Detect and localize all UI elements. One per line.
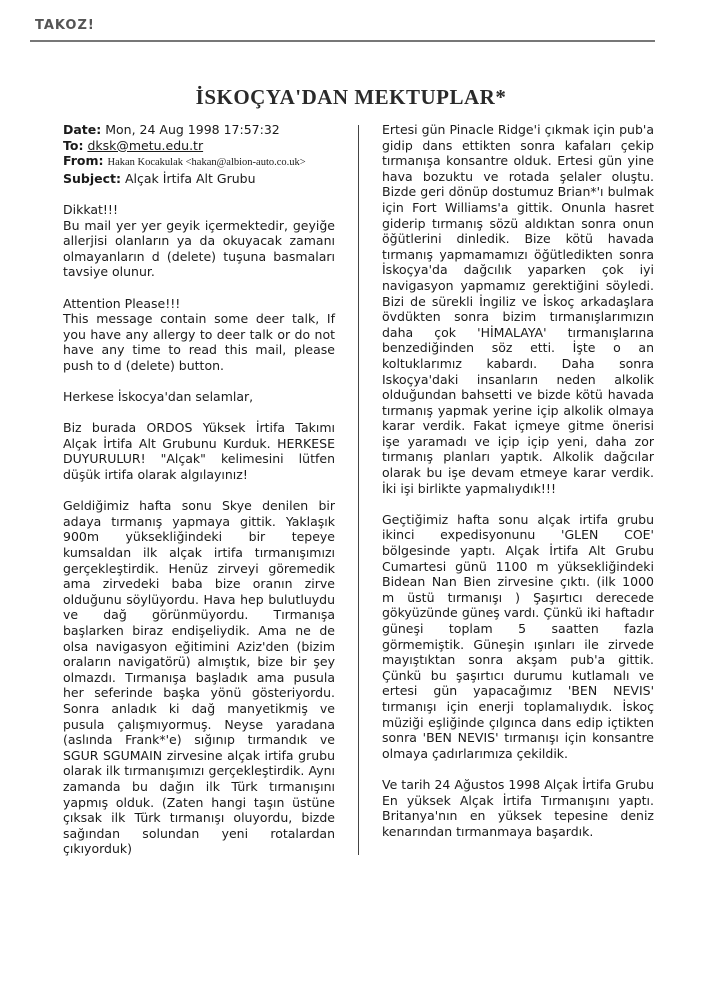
email-date-label: Date: <box>63 122 102 137</box>
email-date-line <box>63 122 335 138</box>
email-to-line <box>63 138 335 154</box>
article-title: İSKOÇYA'DAN MEKTUPLAR* <box>195 85 507 109</box>
body-paragraph: Ertesi gün Pinacle Ridge'i çıkmak için pub'a gidip dans ettikten sonra kafaları çekip tırmanışa konsantre olduk. Ertesi gün yine hava bozuktu ve rotada şelaler oluştu. Bizde geri dönüp dostumuz Brian*'ı bulmak için Fort Williams'a gittik. Onunla hasret giderip tırmanış sözü aldıktan sonra onun öğütlerini dinledik. Bize kötü havada tırmanış yapmamamızı öğütledikten sonra İskoçya'da dağcılık yaparken çok iyi navigasyon yapmamız gerektiğini söyledi. Bizi de sürekli İngiliz ve İskoç arkadaşlara övdükten sonra bizim tırmanışlarımızın daha çok 'HİMALAYA' tırmanışlarına benzediğinden söz etti. İşte o an koltuklarımız kabardı. Daha sonra Iskoçya'daki insanların neden alkolik olduğundan bahsetti ve bizde kötü havada tırmanış yapmak yerine içip alkolik olmaya karar verdik. Fakat içmeye gitme önerisi işe yaramadı ve içip içip yeni, daha zor tırmanış planları yaptık. Alkolik dağcılar olarak bu işe devam etmeye karar verdik. İki işi birlikte yapmalıydık!!! <box>382 122 654 496</box>
column-divider <box>358 125 359 855</box>
email-subject-label: Subject: <box>63 170 121 186</box>
email-from-label: From: <box>63 153 104 169</box>
email-from-address: Hakan Kocakulak <hakan@albion-auto.co.uk> <box>107 157 306 169</box>
email-date: Mon, 24 Aug 1998 17:57:32 <box>105 122 280 137</box>
email-subject: Alçak İrtifa Alt Grubu <box>124 170 256 186</box>
right-column <box>382 122 654 855</box>
email-header <box>63 122 335 186</box>
email-to-address[interactable]: dksk@metu.edu.tr <box>87 137 204 153</box>
right-body <box>382 122 654 839</box>
email-to-label: To: <box>63 137 84 153</box>
body-paragraph: Geçtiğimiz hafta sonu alçak irtifa grubu ikinci expedisyonunu 'GLEN COE' bölgesinde yaptı. Alçak İrtifa Alt Grubu Cumartesi günü 1100 m yüksekliğindeki Bidean Nan Bien zirvesine çıktı. (ilk 1000 m üstü tırmanışı ) Şaşırtıcı derecede gökyüzünde güneş vardı. Çünkü iki haftadır güneşi toplam 5 saatten fazla görmemiştik. Güneşin ışınları ile zirvede mayıştıktan sonra akşam pub'a gittik. Çünkü bu şaşırtıcı durumu kutlamalı ve ertesi gün yapacağımız 'BEN NEVIS' tırmanışı için enerji toplamalıydık. İskoç müziği eşliğinde çılgınca dans edip içtikten sonra 'BEN NEVIS' tırmanışı için konsantre olmaya çadırlarımıza çekildik. <box>382 511 654 761</box>
body-paragraph: Herkese İskocya'dan selamlar, <box>63 389 254 405</box>
header-rule <box>30 40 655 42</box>
body-paragraph: Biz burada ORDOS Yüksek İrtifa Takımı Alçak İrtifa Alt Grubunu Kurduk. HERKESE DUYURULUR! "Alçak" kelimesini lütfen düşük irtifa olarak algılayınız! <box>63 420 335 483</box>
body-paragraph: Attention Please!!! This message contain some deer talk, If you have any allergy to deer talk or do not have any time to read this mail, please push to d (delete) button. <box>63 295 335 373</box>
email-from-line <box>63 153 335 171</box>
left-body <box>63 202 335 857</box>
body-paragraph: Geldiğimiz hafta sonu Skye denilen bir adaya tırmanış yapmaya gittik. Yaklaşık 900m yüksekliğindeki bir tepeye kumsaldan ilk alçak irtifa tırmanışımızı gerçekleştirdik. Henüz zirveyi göremedik ama zirvedeki baba bize oranın zirve olduğunu söylüyordu. Hava hep bulutluydu ve dağ görünmüyordu. Tırmanışa başlarken biraz endişeliydik. Ama ne de olsa navigasyon eğitimini Aziz'den (bizim oraların navigatörü) almıştık, bize bir şey olmazdı. Tırmanışa başladık ama pusula her seferinde başka yönü gösteriyordu. Sonra anladık ki dağ manyetikmiş ve pusula çalışmıyormuş. Neyse yaradana (aslında Frank*'e) sığınıp tırmandık ve SGUR SGUMAIN zirvesine alçak irtifa grubu olarak ilk tırmanışımızı gerçekleştirdik. Aynı zamanda bu dağın ilk Türk tırmanışını yapmış olduk. (Zaten hangi taşın üstüne çıksak ilk Türk tırmanışı oluyordu, bizde sağından solundan yeni rotalardan çıkıyorduk) <box>63 498 335 857</box>
magazine-brand: TAKOZ! <box>35 18 95 33</box>
body-paragraph: Dikkat!!! Bu mail yer yer geyik içermektedir, geyiğe allerjisi olanların ya da okuyacak zamanı olmayanların d (delete) tuşuna basmaları tavsiye olunur. <box>63 201 335 280</box>
body-paragraph: Ve tarih 24 Ağustos 1998 Alçak İrtifa Grubu En yüksek Alçak İrtifa Tırmanışını yaptı. Britanya'nın en yüksek tepesine deniz kenarından tırmanmaya başardık. <box>382 776 654 839</box>
left-column <box>63 122 335 873</box>
email-subject-line <box>63 171 335 187</box>
